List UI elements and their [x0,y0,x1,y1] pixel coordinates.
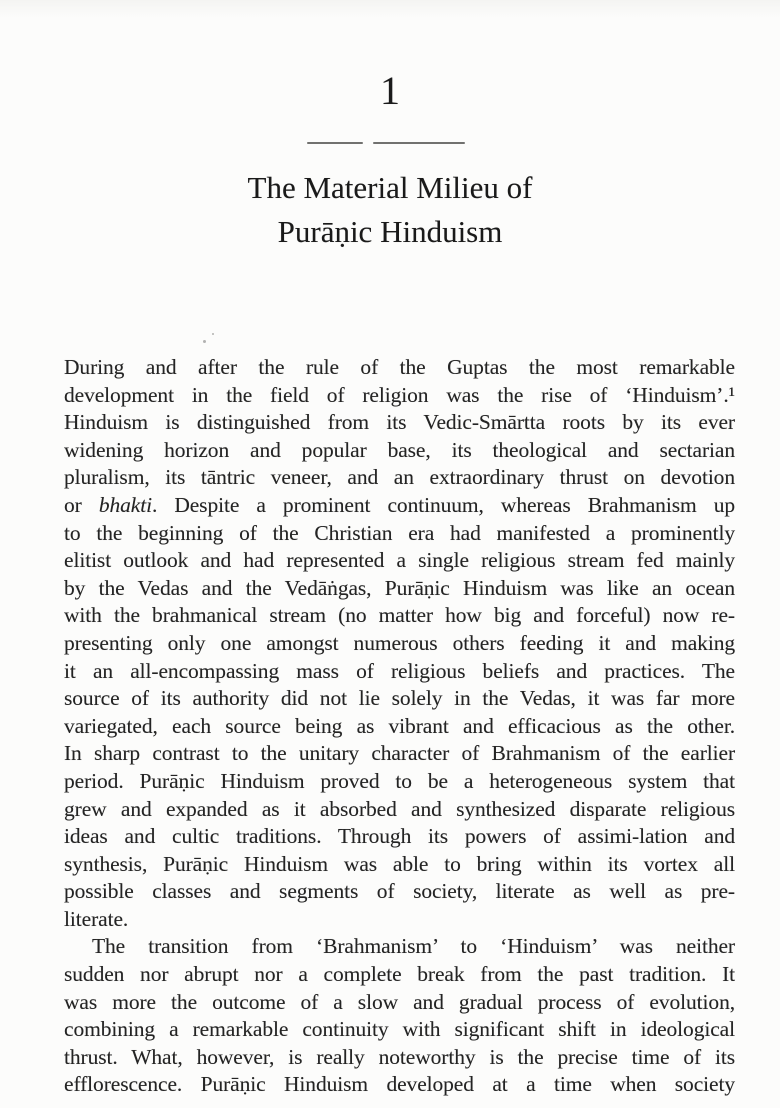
scan-speck [203,340,206,343]
text-line: ideas and cultic traditions. Through its powers of assimi-lation and [64,824,735,849]
text-line: or bhakti. Despite a prominent continuum, whereas Brahmanism up [64,492,735,517]
text-line: literate. [64,906,129,931]
chapter-title-line-2: Purāṇic Hinduism [277,214,503,249]
text-line: The transition from ‘Brahmanism’ to ‘Hinduism’ was neither [92,934,735,959]
text-line: synthesis, Purāṇic Hinduism was able to bring within its vortex all [64,851,735,876]
text-line: source of its authority did not lie solely in the Vedas, it was far more [64,686,735,711]
text-line: possible classes and segments of society, literate as well as pre- [64,879,735,904]
text-line: to the beginning of the Christian era had manifested a prominently [64,520,735,545]
text-line: pluralism, its tāntric veneer, and an extraordinary thrust on devotion [64,465,735,490]
text-line: Hinduism is distinguished from its Vedic-Smārtta roots by its ever [64,410,735,435]
text-line: with the brahmanical stream (no matter how big and forceful) now re- [64,603,735,628]
divider-segment-left [307,142,363,144]
paragraph [64,933,735,1099]
body-text [64,354,735,1099]
text-line: During and after the rule of the Guptas the most remarkable [64,355,735,379]
text-line: grew and expanded as it absorbed and synthesized disparate religious [64,796,735,821]
text-line: widening horizon and popular base, its theological and sectarian [64,437,735,462]
text-line: In sharp contrast to the unitary character of Brahmanism of the earlier [64,741,735,766]
paragraph [64,354,735,933]
text-line: presenting only one amongst numerous others feeding it and making [64,630,735,655]
text-line: variegated, each source being as vibrant and efficacious as the other. [64,713,735,738]
chapter-title [0,166,780,254]
chapter-title-line-1: The Material Milieu of [247,170,533,205]
text-line: thrust. What, however, is really noteworthy is the precise time of its [64,1044,735,1069]
text-line: combining a remarkable continuity with significant shift in ideological [64,1017,735,1042]
divider-segment-right [373,142,465,144]
text-line: sudden nor abrupt nor a complete break from the past tradition. It [64,962,735,987]
text-line: by the Vedas and the Vedāṅgas, Purāṇic Hinduism was like an ocean [64,575,735,600]
text-line: efflorescence. Purāṇic Hinduism developed at a time when society [64,1072,735,1097]
chapter-divider [306,142,466,144]
text-line: was more the outcome of a slow and gradual process of evolution, [64,989,735,1014]
text-line: period. Purāṇic Hinduism proved to be a heterogeneous system that [64,768,735,793]
text-line: it an all-encompassing mass of religious beliefs and practices. The [64,658,735,683]
text-line: elitist outlook and had represented a single religious stream fed mainly [64,548,735,573]
text-line: development in the field of religion was the rise of ‘Hinduism’.¹ [64,382,735,407]
scan-speck [212,333,214,335]
chapter-number: 1 [380,68,400,113]
